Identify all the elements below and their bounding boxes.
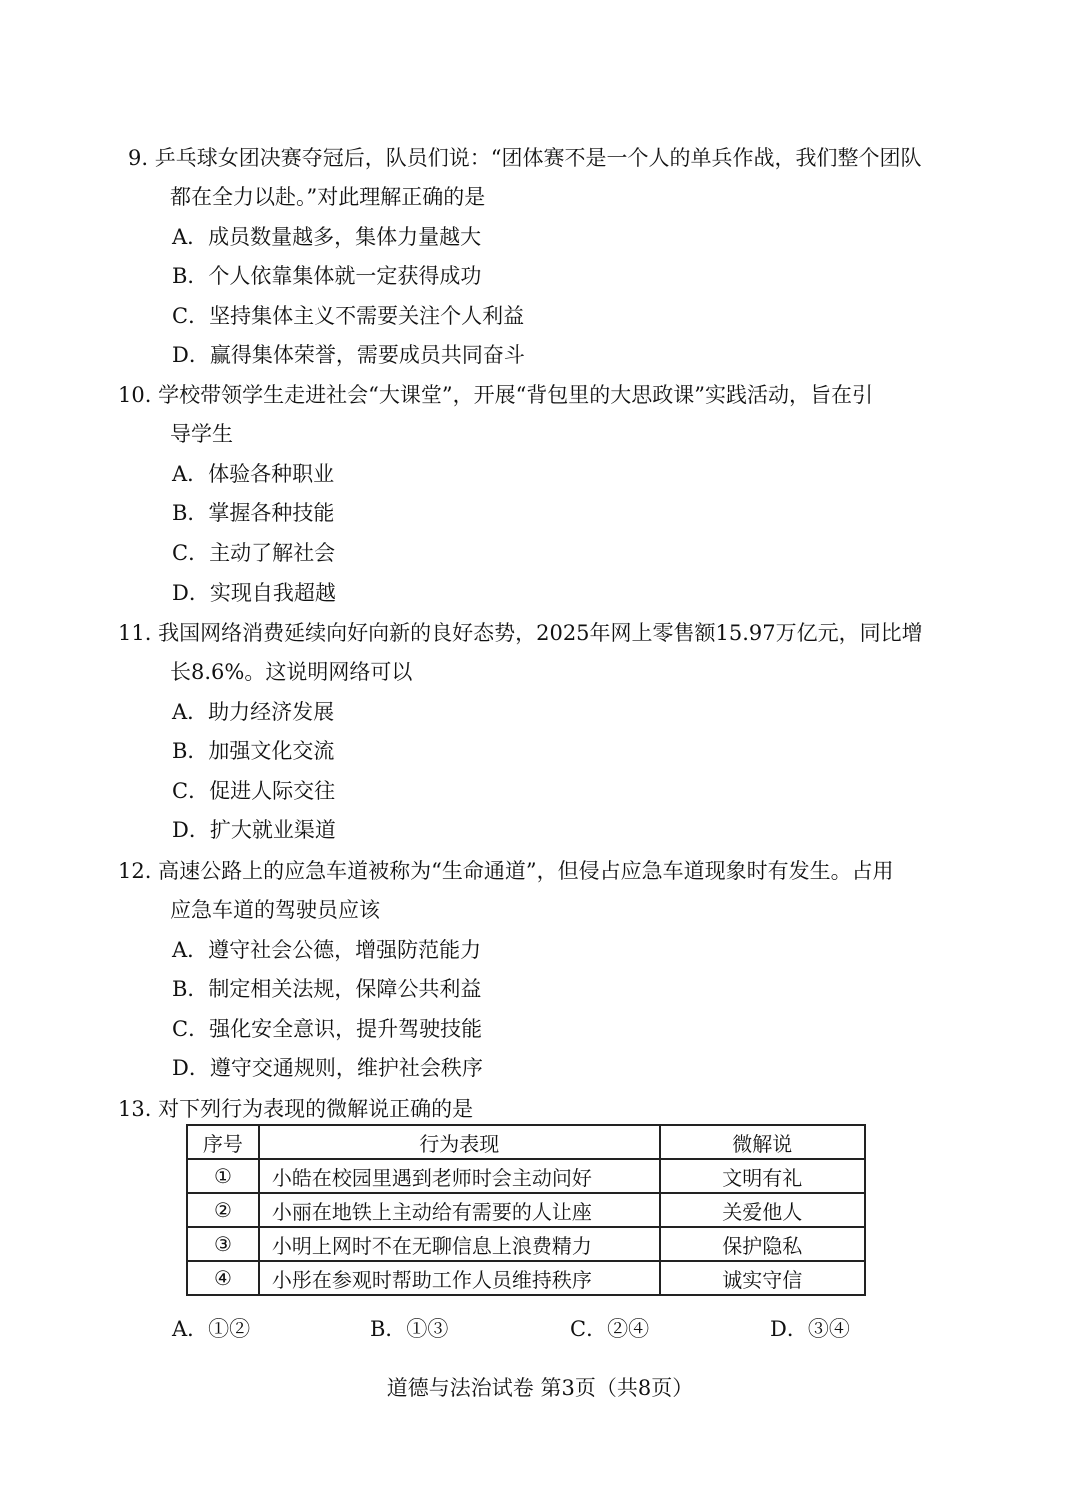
table-cell: ① bbox=[187, 1159, 259, 1193]
option-d: D．实现自我超越 bbox=[172, 581, 336, 605]
question-text: 高速公路上的应急车道被称为“生命通道”，但侵占应急车道现象时有发生。占用 bbox=[158, 859, 894, 883]
behavior-table bbox=[186, 1124, 866, 1296]
question-9-line-1 bbox=[128, 143, 921, 173]
table-cell: ③ bbox=[187, 1227, 259, 1261]
question-text: 乒乓球女团决赛夺冠后，队员们说：“团体赛不是一个人的单兵作战，我们整个团队 bbox=[154, 146, 922, 170]
option-d: D．③④ bbox=[770, 1317, 850, 1341]
table-cell: 小丽在地铁上主动给有需要的人让座 bbox=[259, 1193, 660, 1227]
question-12-line-1 bbox=[118, 856, 894, 886]
question-11-line-2: 长8.6%。这说明网络可以 bbox=[170, 660, 413, 684]
question-text: 我国网络消费延续向好向新的良好态势，2025年网上零售额15.97万亿元，同比增 bbox=[158, 621, 923, 645]
table-row bbox=[187, 1227, 865, 1261]
table-row bbox=[187, 1193, 865, 1227]
option-a: A．①② bbox=[172, 1317, 251, 1341]
table-cell: ④ bbox=[187, 1261, 259, 1295]
option-b: B．加强文化交流 bbox=[172, 739, 335, 763]
question-9-line-2: 都在全力以赴。”对此理解正确的是 bbox=[170, 185, 486, 209]
option-c: C．促进人际交往 bbox=[172, 779, 336, 803]
option-c: C．坚持集体主义不需要关注个人利益 bbox=[172, 304, 525, 328]
table-header: 微解说 bbox=[660, 1125, 865, 1159]
option-d: D．扩大就业渠道 bbox=[172, 818, 336, 842]
question-number: 12. bbox=[118, 859, 152, 883]
option-d: D．赢得集体荣誉，需要成员共同奋斗 bbox=[172, 343, 525, 367]
option-c: C．强化安全意识，提升驾驶技能 bbox=[172, 1017, 483, 1041]
question-text: 对下列行为表现的微解说正确的是 bbox=[158, 1097, 474, 1121]
option-b: B．掌握各种技能 bbox=[172, 501, 335, 525]
table-cell: 文明有礼 bbox=[660, 1159, 865, 1193]
option-a: A．成员数量越多，集体力量越大 bbox=[172, 225, 482, 249]
table-cell: 保护隐私 bbox=[660, 1227, 865, 1261]
question-13-line-1 bbox=[118, 1094, 473, 1124]
option-c: C．主动了解社会 bbox=[172, 541, 336, 565]
table-cell: 诚实守信 bbox=[660, 1261, 865, 1295]
page-footer: 道德与法治试卷 第3页（共8页） bbox=[386, 1376, 694, 1400]
option-c: C．②④ bbox=[570, 1317, 650, 1341]
table-header: 行为表现 bbox=[259, 1125, 660, 1159]
table-header: 序号 bbox=[187, 1125, 259, 1159]
option-a: A．体验各种职业 bbox=[172, 462, 335, 486]
answer-options-row bbox=[172, 1313, 892, 1343]
option-b: B．个人依靠集体就一定获得成功 bbox=[172, 264, 482, 288]
table-cell: 小彤在参观时帮助工作人员维持秩序 bbox=[259, 1261, 660, 1295]
table-row bbox=[187, 1261, 865, 1295]
table-cell: ② bbox=[187, 1193, 259, 1227]
table-header-row bbox=[187, 1125, 865, 1159]
question-11-line-1 bbox=[118, 618, 923, 648]
option-a: A．助力经济发展 bbox=[172, 700, 335, 724]
question-10-line-2: 导学生 bbox=[170, 422, 233, 446]
question-number: 9. bbox=[128, 146, 149, 170]
question-10-line-1 bbox=[118, 380, 873, 410]
option-b: B．制定相关法规，保障公共利益 bbox=[172, 977, 482, 1001]
table-cell: 关爱他人 bbox=[660, 1193, 865, 1227]
question-number: 13. bbox=[118, 1097, 152, 1121]
option-a: A．遵守社会公德，增强防范能力 bbox=[172, 938, 482, 962]
question-number: 11. bbox=[118, 621, 152, 645]
option-b: B．①③ bbox=[370, 1317, 449, 1341]
table-cell: 小皓在校园里遇到老师时会主动问好 bbox=[259, 1159, 660, 1193]
question-text: 学校带领学生走进社会“大课堂”，开展“背包里的大思政课”实践活动，旨在引 bbox=[158, 383, 874, 407]
table-cell: 小明上网时不在无聊信息上浪费精力 bbox=[259, 1227, 660, 1261]
option-d: D．遵守交通规则，维护社会秩序 bbox=[172, 1056, 483, 1080]
question-number: 10. bbox=[118, 383, 152, 407]
question-12-line-2: 应急车道的驾驶员应该 bbox=[170, 898, 380, 922]
table-row bbox=[187, 1159, 865, 1193]
